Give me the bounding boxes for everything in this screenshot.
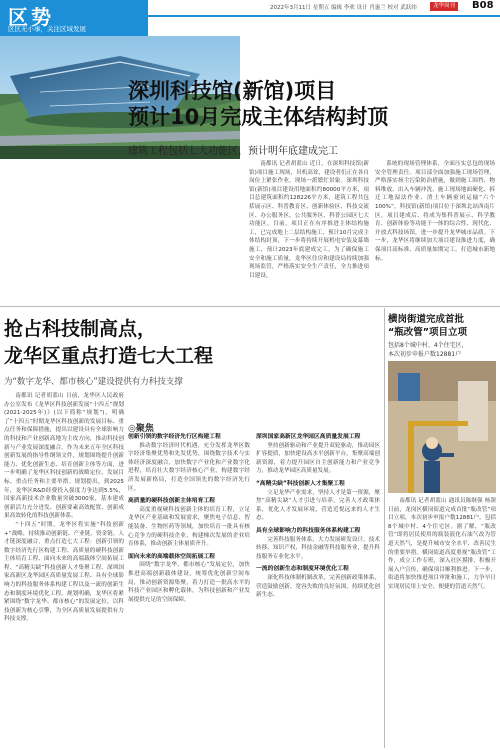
section-body-4: 坚持创新驱动和产业提升双轮驱动，推动园区扩容提质，加快建设高水平创新平台，集聚高端创新资源，着力提升园区自主创新能力和产业竞争力，推动龙华园区高质量发展。: [256, 442, 380, 475]
story3-body: 南都讯 记者胡蓝山 通讯员陈继强 杨澍 日前，龙岗区横岗街道完成首批“瓶改管”项目立项，本次初步申报户数12881户，包括8个城中村、4个住宅区。据了解，“瓶改管”即将居民使用的瓶装液化石油气改为管道天然气，是提升城市安全水平、改善民生的重要举措。横岗街道高度重视“瓶改管”工作，成立工作专班，深入社区摸排，积极开展入户宣传，确保项目顺利推进。下一步，街道将加快推进项目审批和施工，力争早日实现居民用上安全、便捷的管道天然气。: [388, 498, 496, 590]
story1-headline-line1: 深圳科技馆(新馆)项目: [128, 79, 337, 103]
section-title-1: 创新引领的数字经济先行区构建工程: [128, 434, 221, 440]
story1-body-2: 系统的现场管理体系，全面压实总包的现场安全管理责任。项目部全面加强施工现场管理，严格落实扬尘污染防治措施，做到施工围挡、物料堆放、出入车辆冲洗、施工现场地面硬化、拆迁工地湿法作业、渣土车辆密闭运输“六个100%”。科技馆(新馆)项目位于深圳北站西南片区，项目建成后，将成为集科普展示、科学教育、创新体验等功能于一体的综合性、现代化、开放式科技场馆，进一步提升龙华城市品质。下一步，龙华区将继续加大项目建设推进力度，确保项目高标准、高质量如期完工，打造城市新地标。: [375, 161, 495, 262]
gas-pipe-illustration: [388, 361, 496, 493]
section-tagline: 区区无小事，关注区域发展: [8, 25, 86, 33]
story1-col-left-filler: [4, 162, 122, 282]
section-body-3: 围绕“数字龙华、都市核心”发展定位，加快推进高端创新载体建设，统筹优化创新空间布局，推动创新资源集聚，着力打造一批高水平的科技产业园区和孵化载体，为科技创新和产业发展提供充足的空间保障。: [128, 562, 250, 603]
story2-headline-line1: 抢占科技制高点，: [4, 318, 157, 340]
section-title: 区势: [8, 5, 54, 29]
story3-subhead-line2: 本次初步申报户数12881户: [388, 351, 462, 358]
story-divider: [0, 306, 500, 307]
story1-headline-line2: 预计10月完成主体结构封顶: [128, 105, 389, 129]
section-body-2: 高度重视硬科技创新主体的培育工程，立足龙华区产业基础和发展需求，聚焦电子信息、智能装备、生物医药等领域，加快培育一批具有核心竞争力的硬科技企业，构建梯次发展的企业培育体系，推动创新主体量质齐升。: [128, 506, 250, 548]
edition-badge: 龙华周刊: [430, 2, 458, 11]
section-title-5: “高精尖缺”科技创新人才集聚工程: [256, 480, 345, 487]
section-title-4: 深圳国家高新区龙华园区高质量发展工程: [256, 434, 361, 440]
column-divider: [384, 308, 385, 748]
story1-subhead: 建筑工程包括七大功能区，预计明年底建成完工: [128, 146, 338, 157]
story3-headline-line2: “瓶改管”项目立项: [388, 327, 467, 338]
issue-meta: 2022年3月11日 星期五 编辑 李欢 设计 肖惠兰 校对 武跃纬: [270, 5, 417, 11]
section-title-6: 具有全球影响力的科技服务体系构建工程: [256, 527, 361, 534]
photo-caption: 深圳科技馆(新馆)项目效果图。: [4, 190, 87, 197]
masthead: [0, 0, 500, 36]
section-body-6: 完善科技服务体系，大力发展研发设计、技术转移、知识产权、科技金融等科技服务业，提升科技服务专业化水平。: [256, 536, 380, 560]
story3-headline-line1: 横岗街道完成首批: [388, 314, 465, 325]
section-title-7: 一流的创新生态和制度环境优化工程: [256, 566, 349, 573]
section-body-5: 立足龙华产业需求，坚持人才是第一资源，聚焦“高精尖缺”人才引进与培养，完善人才政策体系，优化人才发展环境，营造近悦远来的人才生态。: [256, 489, 380, 522]
masthead-rule: [148, 15, 500, 17]
story2-body-1: 南都讯 记者胡蓝山 日前，龙华区人民政府办公室发布《龙华区科技创新发展“十四五”规划(2021-2025年)》(以下简称“规划”)，明确了“十四五”时期龙华区科技创新的发展目标、重点任务和保障措施，提出以建设具有全球影响力的科技和产业创新高地为主攻方向，推动科技创新与产业发展深度融合。作为未来五年全区科技创新发展的指导性纲领文件，规划围绕提升创新能力、优化创新生态、培育创新主体等方面，进一步明确了龙华区科技创新的战略定位、发展目标、重点任务和主要举措。规划提出，到2025年，龙华区R&D经费投入强度力争达到5.5%，国家高新技术企业数量突破3000家，基本建成创新活力充分迸发、创新要素高效配置、创新成果高效转化的科技创新体系。: [4, 393, 124, 520]
story2-sections-col-b: [256, 433, 380, 747]
story2-column-1: [4, 392, 124, 746]
section-body-7: 深化科技体制机制改革，完善创新政策体系，营造鼓励创新、宽容失败的良好氛围，持续优化创新生态。: [256, 574, 380, 599]
section-block: [0, 0, 148, 36]
story3-column: [388, 497, 496, 747]
story2-sections-col-a: [128, 433, 250, 747]
story1-column-2: [375, 160, 495, 300]
section-title-2: 高质量的硬科技创新主体培育工程: [128, 498, 215, 505]
section-body-1: 推动数字经济时代机遇，充分发挥龙华区数字经济集聚优势和先发优势，围绕数字技术与实体经济深度融合，加快数字产业化和产业数字化进程，培育壮大数字经济核心产业，构建数字经济发展新格局，打造全国领先的数字经济先行区。: [128, 442, 250, 492]
story2-body-2: “十四五”时期，龙华区将实施“科技创新+”战略，持续推动创新链、产业链、资金链、人才链深度融合，重点打造七大工程：创新引领的数字经济先行区构建工程、高质量的硬科技创新主体培育工程、面向未来的高端载体空间拓展工程、“高精尖缺”科技创新人才集聚工程、深圳国家高新区龙华园区高质量发展工程、具有全球影响力的科技服务体系构建工程以及一流的创新生态和制度环境优化工程。规划明确，龙华区将紧紧围绕“数字龙华、都市核心”的发展定位，以科技创新为核心引擎，为全区高质量发展提供有力科技支撑。: [4, 521, 124, 623]
page-number: B08: [472, 0, 494, 11]
story1-body-1: 南都讯 记者胡蓝山 近日，在深圳科技馆(新馆)项目施工现场，吊机高耸，建设者们正在各自岗位上紧张作业，现场一派繁忙景象。深圳科技馆(新馆)项目建设用地面积约80000平方米，项目总建筑面积约128226平方米，建筑工程共包括展示区、科普教育区、创新体验区、科技交流区、办公服务区、公共服务区、科普公园区七大功能区。目前，项目正在有序推进主体结构施工，已完成地上二层结构施工，预计10月完成主体结构封顶，下一步将持续开展机电安装及幕墙施工，预计2023年底建成完工。为了确保施工安全和施工质量，龙华区住房和建设局持续加强现场监管，严格落实安全生产责任，全力推进项目建设。: [249, 161, 369, 279]
story3-subhead-line1: 包括8个城中村、4个住宅区，: [388, 342, 468, 349]
story2-subhead: 为“数字龙华、都市核心”建设提供有力科技支撑: [4, 377, 183, 387]
gas-pipe-photo: [388, 361, 496, 493]
section-title-3: 面向未来的高端载体空间拓展工程: [128, 553, 215, 560]
story1-column-1: [249, 160, 369, 300]
story2-headline-line2: 龙华区重点打造七大工程: [4, 345, 214, 367]
focus-label: ◎聚焦: [128, 424, 154, 434]
